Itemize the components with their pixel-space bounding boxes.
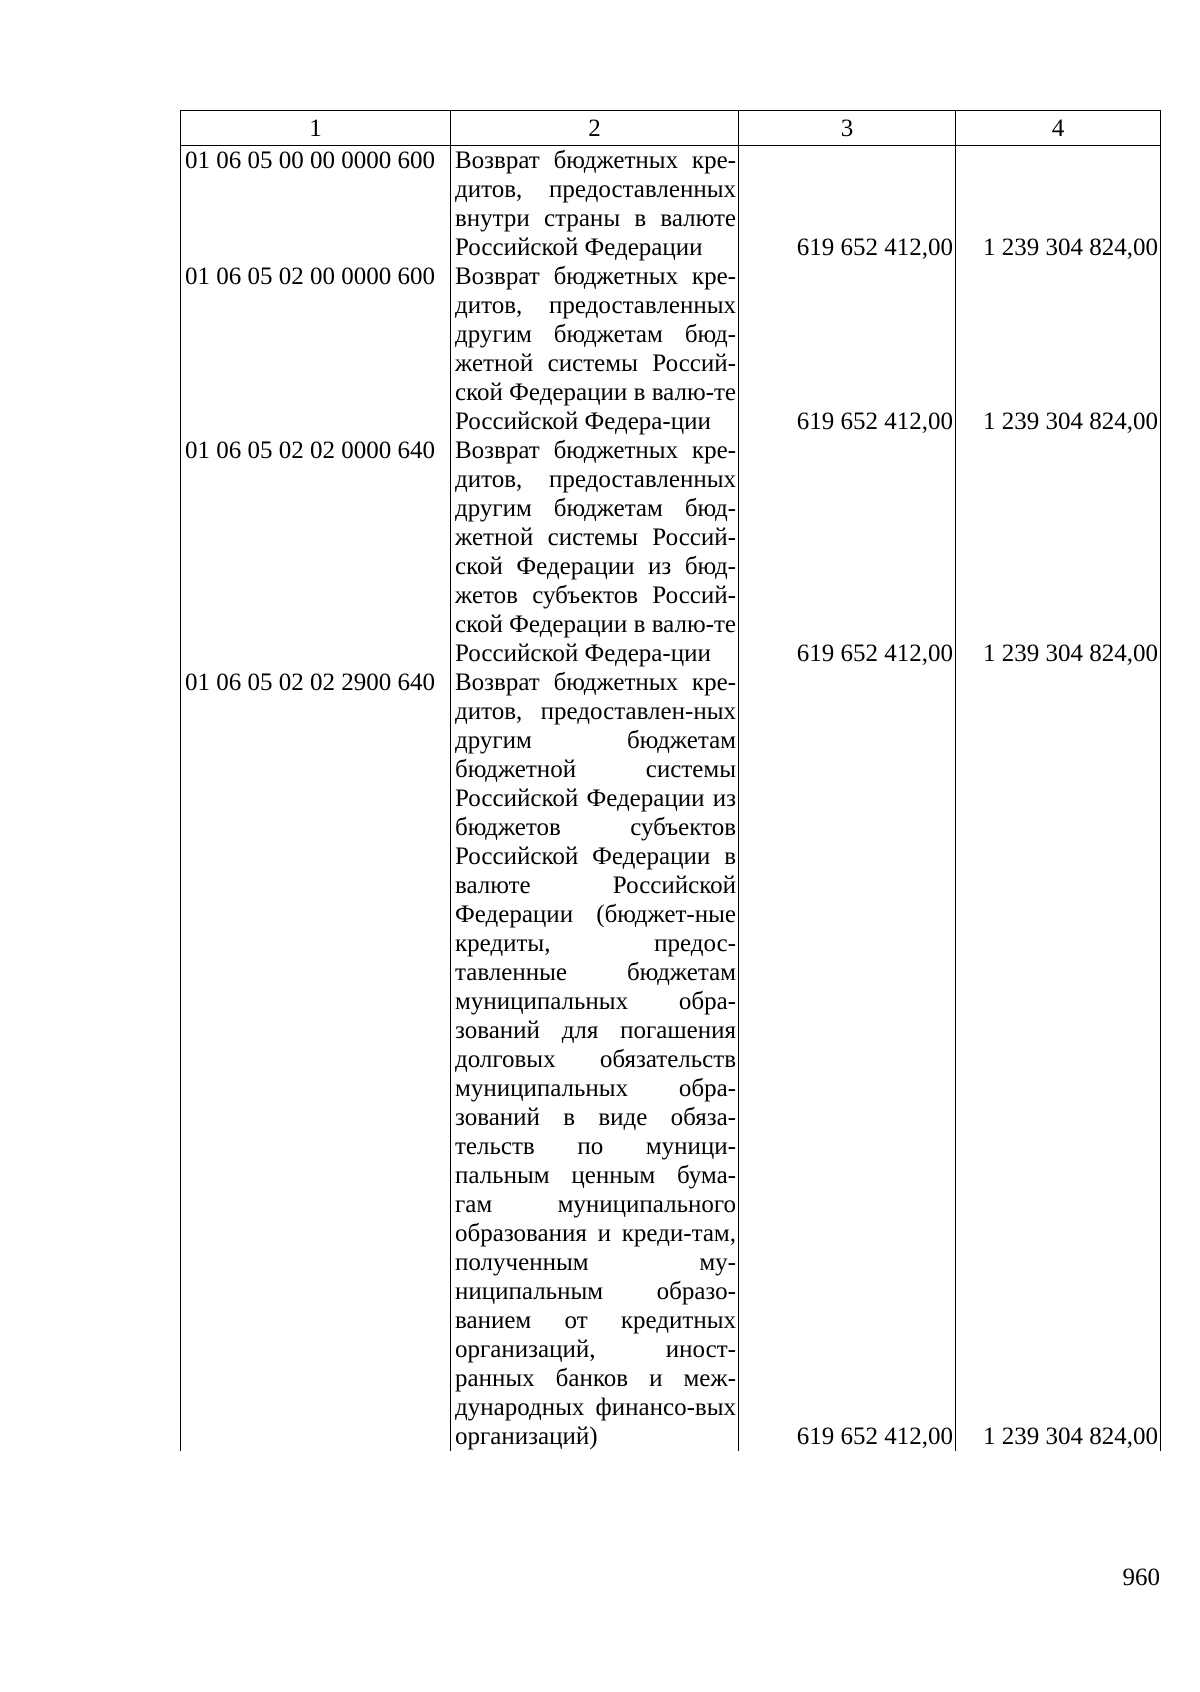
header-row <box>181 111 1161 146</box>
row-description: Возврат бюджетных кре-дитов, предоставленных другим бюджетам бюд-жетной системы Россий-ской Федерации в валю-те Российской Федера-ции <box>451 262 739 436</box>
budget-code: 01 06 05 00 00 0000 600 <box>181 146 451 263</box>
amount-col4: 1 239 304 824,00 <box>956 146 1161 263</box>
table-row <box>181 436 1161 668</box>
row-description: Возврат бюджетных кре-дитов, предоставленных внутри страны в валюте Российской Федерации <box>451 146 739 263</box>
table-row <box>181 262 1161 436</box>
amount-col3: 619 652 412,00 <box>739 262 956 436</box>
column-header-1: 1 <box>181 111 451 146</box>
amount-col4: 1 239 304 824,00 <box>956 668 1161 1451</box>
row-description: Возврат бюджетных кре-дитов, предоставлен-ных другим бюджетам бюджетной системы Российской Федерации из бюджетов субъектов Российской Федерации в валюте Российской Федерации (бюджет-ные кредиты, предос-тавленные бюджетам муниципальных обра-зований для погашения долговых обязательств муниципальных обра-зований в виде обяза-тельств по муници-пальным ценным бума-гам муниципального образования и креди-там, полученным му-ниципальным образо-ванием от кредитных организаций, иност-ранных банков и меж-дународных финансо-вых организаций) <box>451 668 739 1451</box>
column-header-4: 4 <box>956 111 1161 146</box>
amount-col3: 619 652 412,00 <box>739 436 956 668</box>
amount-col3: 619 652 412,00 <box>739 146 956 263</box>
budget-table <box>180 110 1161 1451</box>
column-header-3: 3 <box>739 111 956 146</box>
budget-code: 01 06 05 02 02 0000 640 <box>181 436 451 668</box>
table-row <box>181 668 1161 1451</box>
row-description: Возврат бюджетных кре-дитов, предоставленных другим бюджетам бюд-жетной системы Россий-ской Федерации из бюд-жетов субъектов Россий-ской Федерации в валю-те Российской Федера-ции <box>451 436 739 668</box>
amount-col3: 619 652 412,00 <box>739 668 956 1451</box>
amount-col4: 1 239 304 824,00 <box>956 436 1161 668</box>
page-number: 960 <box>1122 1564 1160 1591</box>
budget-code: 01 06 05 02 02 2900 640 <box>181 668 451 1451</box>
amount-col4: 1 239 304 824,00 <box>956 262 1161 436</box>
column-header-2: 2 <box>451 111 739 146</box>
budget-code: 01 06 05 02 00 0000 600 <box>181 262 451 436</box>
table-row <box>181 146 1161 263</box>
